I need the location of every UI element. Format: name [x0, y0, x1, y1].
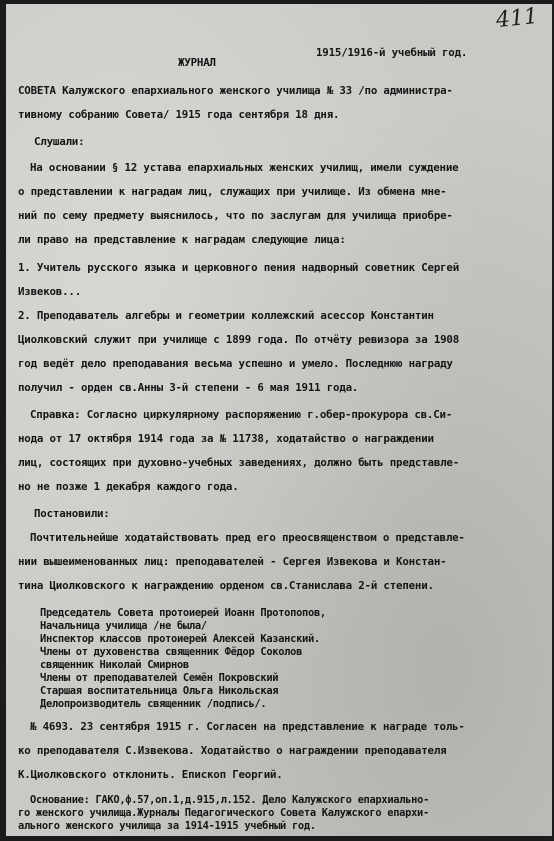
resolved-label: Постановили: — [34, 507, 110, 520]
heard-line: получил - орден св.Анны 3-й степени - 6 мая 1911 года. — [18, 381, 359, 394]
reference-line: лиц, состоящих при духовно-учебных заведениях, должно быть представле- — [18, 456, 460, 469]
resolved-line: нии вышеименованных лиц: преподавателей - Сергея Извекова и Констан- — [18, 555, 447, 568]
resolved-line: тина Циолковского к награждению орденом св.Станислава 2-й степени. — [18, 579, 434, 592]
signature-line: Начальница училища /не была/ — [40, 620, 207, 632]
heard-line: Извеков... — [18, 285, 82, 298]
heard-line: На основании § 12 устава епархиальных женских училищ, имели суждение — [30, 161, 459, 174]
heard-line: год ведёт дело преподавания весьма успешно и умело. Последнюю награду — [18, 357, 453, 370]
signature-line: Члены от преподавателей Семён Покровский — [40, 672, 279, 684]
archival-document-page — [6, 4, 552, 836]
heard-label: Слушали: — [34, 135, 85, 148]
heard-line: Циолковский служит при училище с 1899 года. По отчёту ревизора за 1908 — [18, 333, 460, 346]
source-line: Основание: ГАКО,ф.57,оп.1,д.915,л.152. Дело Калужского епархиально- — [30, 794, 430, 806]
signature-line: Старшая воспитательница Ольга Никольская — [40, 685, 279, 697]
heard-line: ний по сему предмету выяснилось, что по заслугам для училища приобре- — [18, 209, 453, 222]
resolution-line: ко преподавателя С.Извекова. Ходатайство о награждении преподавателя — [18, 744, 447, 757]
reference-line: Справка: Согласно циркулярному распоряжению г.обер-прокурора св.Си- — [30, 408, 453, 421]
signature-line: Делопроизводитель священник /подпись/. — [40, 698, 267, 710]
academic-year: 1915/1916-й учебный год. — [316, 46, 468, 59]
heard-line: 1. Учитель русского языка и церковного пения надворный советник Сергей — [18, 261, 460, 274]
heard-line: 2. Преподаватель алгебры и геометрии коллежский асессор Константин — [18, 309, 434, 322]
heard-line: ли право на представление к наградам следующие лица: — [18, 233, 346, 246]
folio-number: 411 — [494, 4, 540, 34]
heard-line: о представлении к наградам лиц, служащих при училище. Из обмена мне- — [18, 185, 447, 198]
resolution-line: № 4693. 23 сентября 1915 г. Согласен на представление к награде толь- — [30, 720, 465, 733]
intro-line: СОВЕТА Калужского епархиального женского училища № 33 /по администра- — [18, 84, 453, 97]
signature-line: Члены от духовенства священник Фёдор Соколов — [40, 646, 303, 658]
reference-line: но не позже 1 декабря каждого года. — [18, 480, 239, 493]
document-title: ЖУРНАЛ — [178, 56, 216, 69]
intro-line: тивному собранию Совета/ 1915 года сентября 18 дня. — [18, 108, 340, 121]
resolved-line: Почтительнейше ходатайствовать пред его преосвященством о представле- — [30, 531, 465, 544]
signature-line: Инспектор классов протоиерей Алексей Казанский. — [40, 633, 320, 645]
source-line: го женского училища.Журналы Педагогического Совета Калужского епархи- — [18, 807, 429, 819]
signature-line: Председатель Совета протоиерей Иоанн Протопопов, — [40, 607, 326, 619]
signature-line: священник Николай Смирнов — [40, 659, 189, 671]
source-line: ального женского училища за 1914-1915 учебный год. — [18, 820, 316, 832]
resolution-line: К.Циолковского отклонить. Епископ Георгий. — [18, 768, 283, 781]
reference-line: нода от 17 октября 1914 года за № 11738, ходатайство о награждении — [18, 432, 434, 445]
